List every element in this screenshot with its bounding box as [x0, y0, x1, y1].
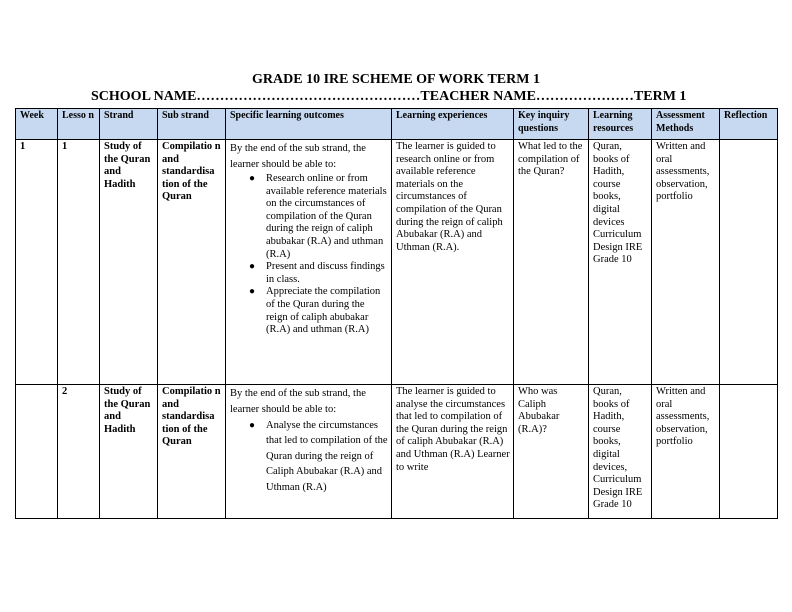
scheme-of-work-table [15, 108, 778, 519]
header-week: Week [16, 109, 58, 140]
cell-resources: Quran, books of Hadith, course books, digital devices Curriculum Design IRE Grade 10 [589, 140, 652, 385]
cell-sub-strand: Compilatio n and standardisa tion of the Quran [158, 140, 226, 385]
document-subtitle: SCHOOL NAME…………………………………………TEACHER NAME…………………TERM 1 [91, 89, 687, 104]
header-row [16, 109, 778, 140]
header-sub-strand: Sub strand [158, 109, 226, 140]
bullet-dot-icon: ● [249, 173, 256, 184]
table-row [16, 385, 778, 519]
outcomes-list [230, 173, 388, 337]
header-lesson: Lesso n [58, 109, 100, 140]
cell-inquiry: What led to the compilation of the Quran? [514, 140, 589, 385]
outcome-text: Research online or from available reference materials on the circumstances of compilation of the Quran during the reign of caliph abubakar (R.A) and uthman (R.A) [266, 173, 387, 260]
list-item [249, 261, 388, 286]
list-item [249, 418, 388, 495]
cell-lesson: 2 [58, 385, 100, 519]
header-strand: Strand [100, 109, 158, 140]
outcome-text: Appreciate the compilation of the Quran during the reign of caliph abubakar (R.A) and uthman (R.A) [266, 286, 381, 336]
outcomes-intro: By the end of the sub strand, the learner should be able to: [230, 388, 366, 415]
header-assessment: Assessment Methods [652, 109, 720, 140]
cell-assessment: Written and oral assessments, observation, portfolio [652, 385, 720, 519]
cell-sub-strand: Compilatio n and standardisa tion of the Quran [158, 385, 226, 519]
cell-experiences: The learner is guided to analyse the circumstances that led to compilation of the Quran during the reign of caliph Abubakar (R.A) and Uthman (R.A) Learner to write [392, 385, 514, 519]
cell-week: 1 [16, 140, 58, 385]
cell-outcomes [226, 140, 392, 385]
cell-inquiry: Who was Caliph Abubakar (R.A)? [514, 385, 589, 519]
header-outcomes: Specific learning outcomes [226, 109, 392, 140]
cell-lesson: 1 [58, 140, 100, 385]
outcomes-intro: By the end of the sub strand, the learner should be able to: [230, 143, 366, 170]
cell-week [16, 385, 58, 519]
cell-reflection [720, 140, 778, 385]
cell-outcomes [226, 385, 392, 519]
bullet-dot-icon: ● [249, 286, 256, 298]
header-experiences: Learning experiences [392, 109, 514, 140]
cell-experiences: The learner is guided to research online or from available reference materials on the circumstances of compilation of the Quran during the reign of caliph Abubakar (R.A) and Uthman (R.A). [392, 140, 514, 385]
header-resources: Learning resources [589, 109, 652, 140]
bullet-dot-icon: ● [249, 261, 256, 273]
list-item [249, 286, 388, 336]
outcomes-list [230, 418, 388, 495]
cell-strand: Study of the Quran and Hadith [100, 140, 158, 385]
cell-strand: Study of the Quran and Hadith [100, 385, 158, 519]
header-reflection: Reflection [720, 109, 778, 140]
outcome-text: Analyse the circumstances that led to compilation of the Quran during the reign of Caliph Abubakar (R.A) and Uthman (R.A) [266, 420, 388, 493]
outcome-text: Present and discuss findings in class. [266, 261, 385, 285]
list-item [249, 173, 388, 261]
cell-reflection [720, 385, 778, 519]
cell-assessment: Written and oral assessments, observation, portfolio [652, 140, 720, 385]
table-row [16, 140, 778, 385]
header-inquiry: Key inquiry questions [514, 109, 589, 140]
cell-resources: Quran, books of Hadith, course books, digital devices, Curriculum Design IRE Grade 10 [589, 385, 652, 519]
document-title: GRADE 10 IRE SCHEME OF WORK TERM 1 [252, 72, 540, 87]
bullet-dot-icon: ● [249, 420, 256, 431]
